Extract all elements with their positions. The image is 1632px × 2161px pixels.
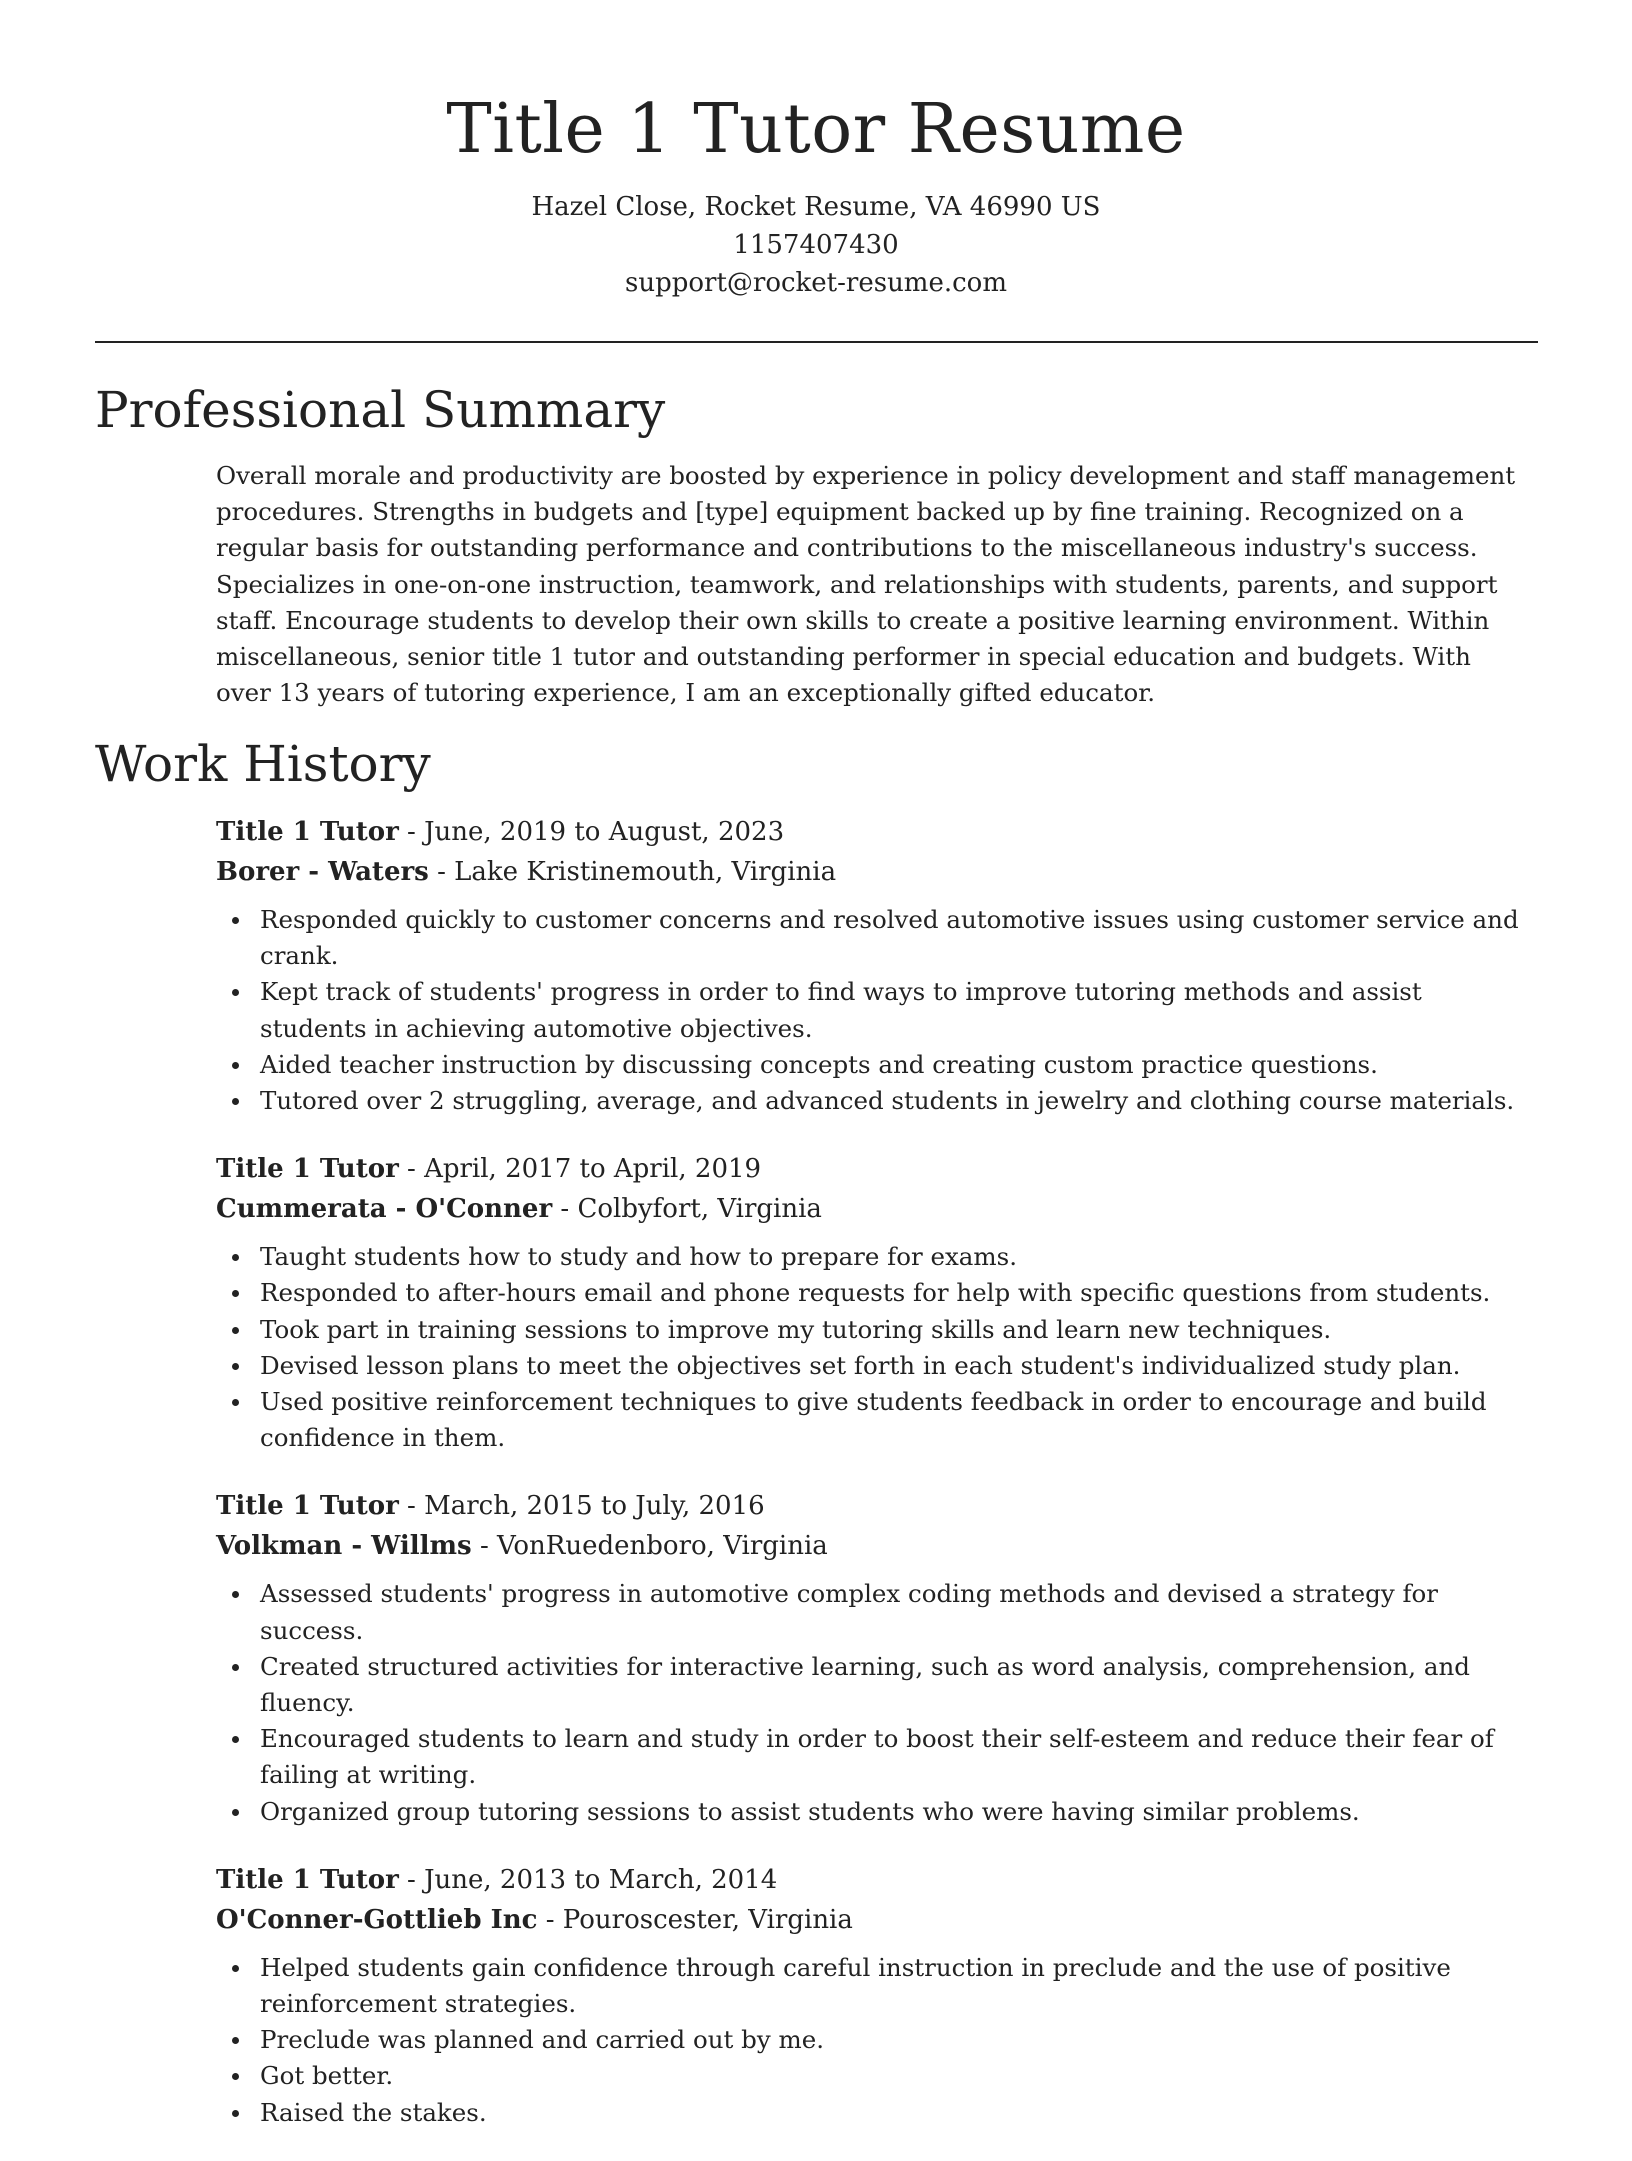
job-company-line (216, 852, 1526, 892)
job-location: - VonRuedenboro, Virginia (471, 1531, 828, 1562)
work-history-list (216, 812, 1526, 2161)
list-item (216, 1721, 1526, 1793)
list-item (216, 1576, 1526, 1648)
list-item (216, 1384, 1526, 1456)
job-bullets (216, 902, 1526, 1119)
bullet-icon (232, 1591, 239, 1598)
list-item (216, 2058, 1526, 2094)
job-company-line (216, 1189, 1526, 1229)
bullet-text: Kept track of students' progress in order to find ways to improve tutoring methods and assist students in achieving automotive objectives. (260, 977, 1422, 1043)
bullet-icon (232, 1363, 239, 1370)
job-bullets (216, 1239, 1526, 1456)
job-title-line (216, 1149, 1526, 1189)
bullet-icon (232, 2073, 239, 2080)
job-title-line (216, 812, 1526, 852)
bullet-text: Aided teacher instruction by discussing concepts and creating custom practice questions. (260, 1049, 1378, 1079)
bullet-text: Assessed students' progress in automotive complex coding methods and devised a strategy for success. (260, 1579, 1438, 1645)
list-item (216, 1794, 1526, 1830)
bullet-icon (232, 1062, 239, 1069)
job-location: - Colbyfort, Virginia (552, 1194, 822, 1225)
job-dates: - June, 2019 to August, 2023 (398, 817, 785, 847)
bullet-text: Responded quickly to customer concerns and resolved automotive issues using customer service and crank. (260, 905, 1519, 971)
job-entry (216, 1486, 1526, 1829)
bullet-icon (232, 1965, 239, 1972)
job-company: Volkman - Willms (216, 1531, 472, 1562)
bullet-text: Responded to after-hours email and phone requests for help with specific questions from students. (260, 1278, 1491, 1308)
job-title: Title 1 Tutor (216, 1154, 399, 1185)
contact-phone: 1157407430 (733, 230, 899, 260)
bullet-text: Encouraged students to learn and study in order to boost their self-esteem and reduce their fear of failing at writing. (260, 1724, 1494, 1790)
bullet-icon (232, 1327, 239, 1334)
job-company-line (216, 1526, 1526, 1566)
job-dates: - March, 2015 to July, 2016 (398, 1491, 765, 1522)
contact-address: Hazel Close, Rocket Resume, VA 46990 US (531, 192, 1101, 222)
contact-block (0, 188, 1632, 302)
job-title: Title 1 Tutor (216, 1864, 399, 1895)
list-item (216, 1312, 1526, 1348)
bullet-text: Helped students gain confidence through careful instruction in preclude and the use of positive reinforcement strategies. (260, 1952, 1451, 2019)
bullet-text: Created structured activities for interactive learning, such as word analysis, comprehension, and fluency. (260, 1651, 1470, 1718)
contact-email: support@rocket-resume.com (624, 268, 1007, 298)
resume-title: Title 1 Tutor Resume (446, 90, 1186, 169)
job-title-line (216, 1860, 1526, 1900)
job-location: - Lake Kristinemouth, Virginia (428, 857, 837, 887)
list-item (216, 1275, 1526, 1311)
bullet-icon (232, 1290, 239, 1297)
bullet-icon (232, 1809, 239, 1816)
bullet-text: Devised lesson plans to meet the objectives set forth in each student's individualized study plan. (260, 1350, 1461, 1380)
bullet-text: Used positive reinforcement techniques to give students feedback in order to encourage and build confidence in them. (260, 1387, 1487, 1453)
job-company: Borer - Waters (216, 857, 429, 887)
bullet-icon (232, 2037, 239, 2044)
list-item (216, 2095, 1526, 2131)
bullet-icon (232, 1254, 239, 1261)
bullet-text: Tutored over 2 struggling, average, and advanced students in jewelry and clothing course materials. (260, 1086, 1515, 1116)
bullet-icon (232, 1399, 239, 1406)
job-dates: - June, 2013 to March, 2014 (398, 1864, 778, 1895)
job-dates: - April, 2017 to April, 2019 (398, 1154, 762, 1185)
bullet-icon (232, 1098, 239, 1105)
bullet-icon (232, 1664, 239, 1671)
bullet-text: Raised the stakes. (260, 2097, 487, 2127)
list-item (216, 2022, 1526, 2058)
job-bullets (216, 1950, 1526, 2131)
job-entry (216, 1149, 1526, 1456)
list-item (216, 902, 1526, 974)
bullet-text: Took part in training sessions to improve my tutoring skills and learn new techniques. (260, 1314, 1332, 1344)
job-title: Title 1 Tutor (216, 817, 399, 847)
bullet-icon (232, 989, 239, 996)
bullet-icon (232, 2110, 239, 2117)
job-entry (216, 1860, 1526, 2131)
bullet-text: Taught students how to study and how to prepare for exams. (260, 1242, 1018, 1272)
bullet-text: Preclude was planned and carried out by me. (260, 2025, 825, 2055)
bullet-icon (232, 917, 239, 924)
resume-header (0, 0, 1632, 302)
list-item (216, 1083, 1526, 1119)
list-item (216, 1649, 1526, 1721)
list-item (216, 1950, 1526, 2022)
bullet-text: Got better. (260, 2061, 394, 2091)
job-bullets (216, 1576, 1526, 1829)
list-item (216, 974, 1526, 1046)
job-title-line (216, 1486, 1526, 1526)
job-entry (216, 812, 1526, 1119)
job-company: Cummerata - O'Conner (216, 1194, 553, 1225)
header-divider (95, 341, 1538, 343)
job-location: - Pouroscester, Virginia (537, 1904, 853, 1935)
list-item (216, 1348, 1526, 1384)
summary-heading: Professional Summary (95, 381, 666, 439)
list-item (216, 1047, 1526, 1083)
summary-text: Overall morale and productivity are boosted by experience in policy development and staff management procedures. Strengths in budgets and [type] equipment backed up by fine training. Recognized on a regular basis for outstanding performance and contributions to the miscellaneous industry's success. Specializes in one-on-one instruction, teamwork, and relationships with students, parents, and support staff. Encourage students to develop their own skills to create a positive learning environment. Within miscellaneous, senior title 1 tutor and outstanding performer in special education and budgets. With over 13 years of tutoring experience, I am an exceptionally gifted educator. (216, 461, 1516, 708)
bullet-icon (232, 1736, 239, 1743)
list-item (216, 1239, 1526, 1275)
job-title: Title 1 Tutor (216, 1491, 399, 1522)
job-company: O'Conner-Gottlieb Inc (216, 1904, 538, 1935)
bullet-text: Organized group tutoring sessions to assist students who were having similar problems. (260, 1796, 1360, 1826)
job-company-line (216, 1900, 1526, 1940)
work-history-heading: Work History (95, 735, 431, 793)
